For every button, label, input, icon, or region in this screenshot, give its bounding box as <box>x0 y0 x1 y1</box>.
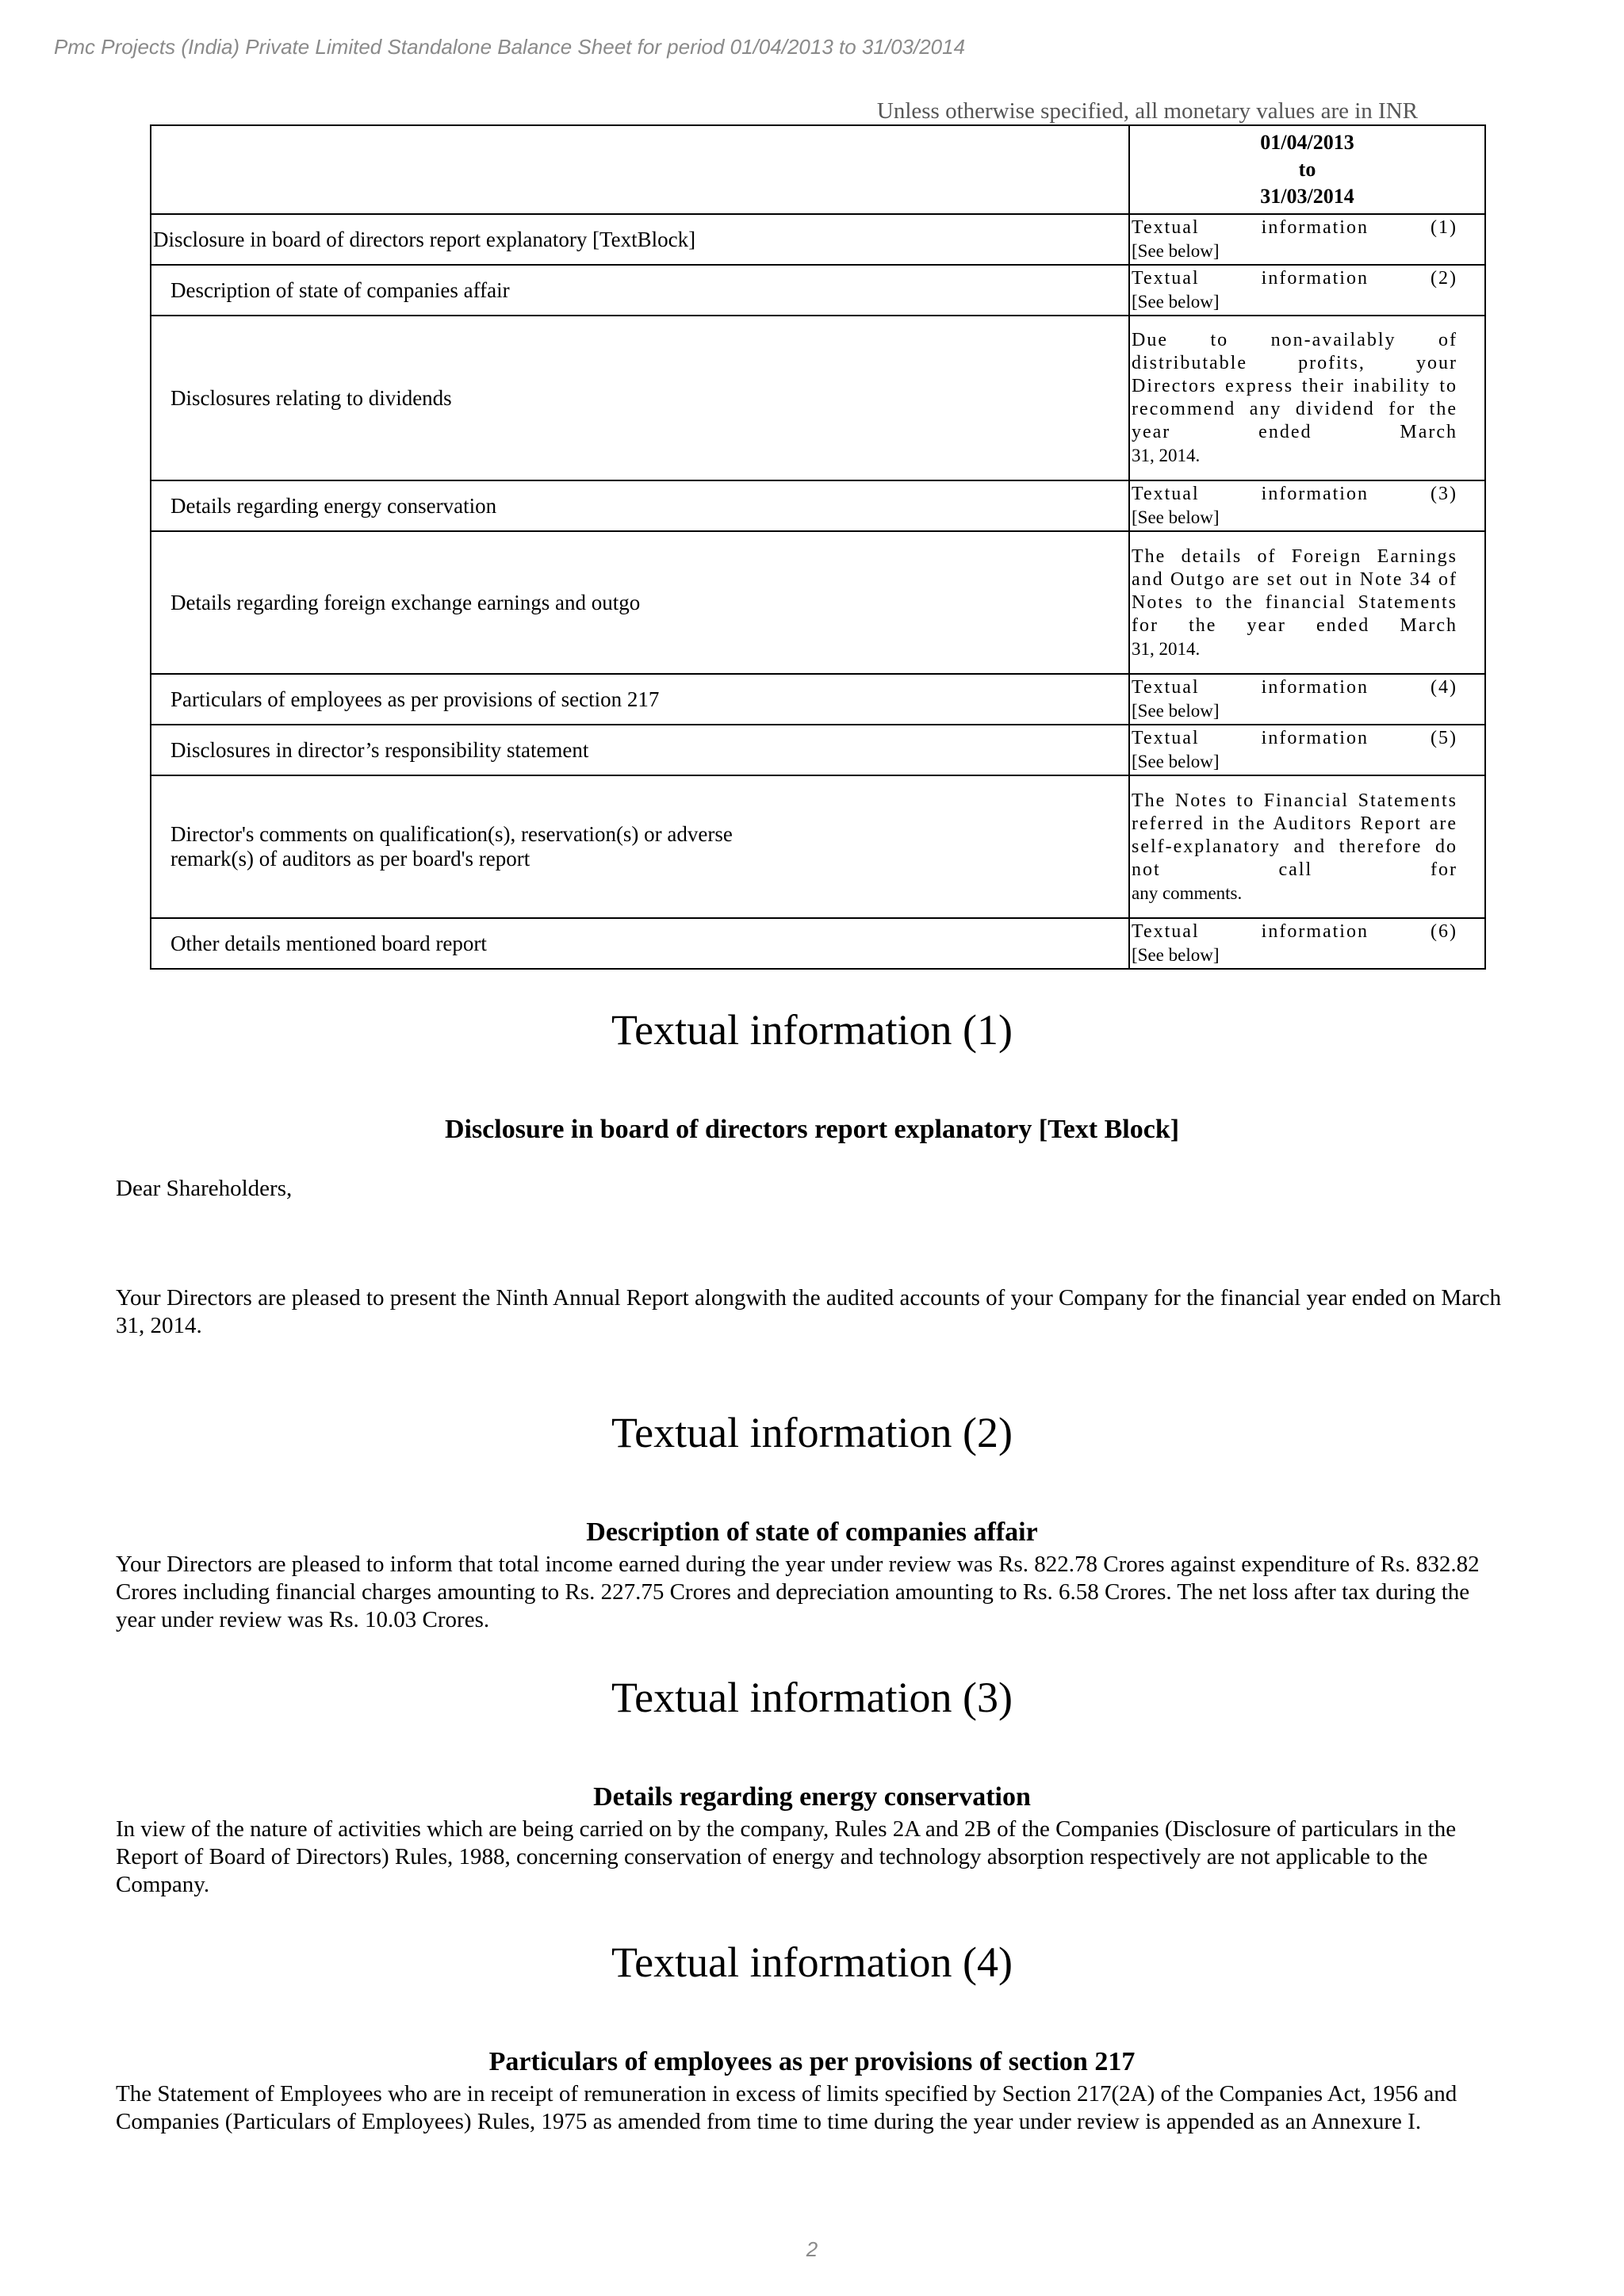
section-body: Your Directors are pleased to present the Ninth Annual Report alongwith the audited accounts of your Company for the financial year ended on March 31, 2014. <box>116 1285 1502 1338</box>
period-end: 31/03/2014 <box>1260 185 1354 208</box>
row-value <box>1129 265 1485 316</box>
row-value-tail: [See below] <box>1132 292 1220 312</box>
row-value <box>1129 214 1485 265</box>
currency-note: Unless otherwise specified, all monetary values are in INR <box>876 98 1418 124</box>
row-label: Disclosures relating to dividends <box>151 316 1129 480</box>
table-header-row <box>151 125 1485 214</box>
row-value-text: Textual information (2) <box>1132 268 1457 289</box>
row-value-text: Textual information (5) <box>1132 728 1457 748</box>
row-value-text: Due to non-availably of distributable profits, your Directors express their inability to recommend any dividend for the year ended March <box>1132 330 1457 442</box>
row-label <box>151 775 1129 918</box>
row-value-text: Textual information (4) <box>1132 677 1457 698</box>
disclosure-table <box>150 124 1486 970</box>
section-title: Textual information (1) <box>611 1006 1013 1054</box>
section-subtitle: Particulars of employees as per provisions of section 217 <box>488 2047 1136 2076</box>
row-label: Description of state of companies affair <box>151 265 1129 316</box>
row-value <box>1129 918 1485 969</box>
row-value-tail: [See below] <box>1132 752 1220 771</box>
page-header-title: Pmc Projects (India) Private Limited Standalone Balance Sheet for period 01/04/2013 to 31/03/2014 <box>54 35 966 59</box>
row-value-tail: 31, 2014. <box>1132 638 1201 659</box>
salutation: Dear Shareholders, <box>116 1176 293 1201</box>
section-title: Textual information (3) <box>611 1674 1013 1721</box>
row-value-tail: [See below] <box>1132 945 1220 965</box>
period-header <box>1129 125 1485 214</box>
row-label-text: Director's comments on qualification(s), reservation(s) or adverse remark(s) of auditors as per board's report <box>170 822 733 871</box>
row-value-text: Textual information (6) <box>1132 921 1457 942</box>
row-value-tail: [See below] <box>1132 241 1220 261</box>
row-value-tail: [See below] <box>1132 701 1220 721</box>
row-value-text: Textual information (3) <box>1132 484 1457 504</box>
section-subtitle: Description of state of companies affair <box>586 1517 1038 1547</box>
section-body: Your Directors are pleased to inform that total income earned during the year under review was Rs. 822.78 Crores against expenditure of Rs. 832.82 Crores including financial charges amounting to Rs. 227.75 Crores and depreciation amounting to Rs. 6.58 Crores. The net loss after tax during the year under review was Rs. 10.03 Crores. <box>116 1552 1480 1632</box>
row-label: Disclosures in director’s responsibility statement <box>151 725 1129 775</box>
row-value-text: The details of Foreign Earnings and Outgo are set out in Note 34 of Notes to the financial Statements for the year ended March <box>1132 545 1457 636</box>
table-row <box>151 531 1485 674</box>
table-header-empty <box>151 125 1129 214</box>
table-row <box>151 775 1485 918</box>
row-value <box>1129 316 1485 480</box>
row-value <box>1129 775 1485 918</box>
row-value <box>1129 725 1485 775</box>
table-row <box>151 265 1485 316</box>
row-label: Details regarding foreign exchange earnings and outgo <box>151 531 1129 674</box>
section-body: The Statement of Employees who are in receipt of remuneration in excess of limits specified by Section 217(2A) of the Companies Act, 1956 and Companies (Particulars of Employees) Rules, 1975 as amended from time to time during the year under review is appended as an Annexure I. <box>116 2081 1457 2134</box>
period-to: to <box>1298 158 1316 181</box>
row-value-text: The Notes to Financial Statements referred in the Auditors Report are self-explanatory and therefore do not call for <box>1132 790 1457 880</box>
row-label: Disclosure in board of directors report explanatory [TextBlock] <box>151 214 1129 265</box>
table-row <box>151 480 1485 531</box>
table-row <box>151 674 1485 725</box>
row-value <box>1129 531 1485 674</box>
section-subtitle: Details regarding energy conservation <box>593 1782 1031 1812</box>
table-row <box>151 214 1485 265</box>
row-value-tail: [See below] <box>1132 507 1220 527</box>
row-label: Other details mentioned board report <box>151 918 1129 969</box>
period-start: 01/04/2013 <box>1260 131 1354 154</box>
row-value <box>1129 480 1485 531</box>
table-row <box>151 918 1485 969</box>
table-row <box>151 725 1485 775</box>
row-value-tail: 31, 2014. <box>1132 446 1201 465</box>
section-title: Textual information (2) <box>611 1409 1013 1456</box>
row-value-tail: any comments. <box>1132 882 1243 903</box>
row-value-text: Textual information (1) <box>1132 217 1457 238</box>
section-subtitle: Disclosure in board of directors report explanatory [Text Block] <box>444 1115 1180 1144</box>
row-label: Particulars of employees as per provisions of section 217 <box>151 674 1129 725</box>
page-number: 2 <box>806 2237 818 2261</box>
table-row <box>151 316 1485 480</box>
section-title: Textual information (4) <box>611 1938 1013 1986</box>
row-label: Details regarding energy conservation <box>151 480 1129 531</box>
section-body: In view of the nature of activities which are being carried on by the company, Rules 2A and 2B of the Companies (Disclosure of particulars in the Report of Board of Directors) Rules, 1988, concerning conservation of energy and technology absorption respectively are not applicable to the Company. <box>116 1816 1457 1897</box>
row-value <box>1129 674 1485 725</box>
